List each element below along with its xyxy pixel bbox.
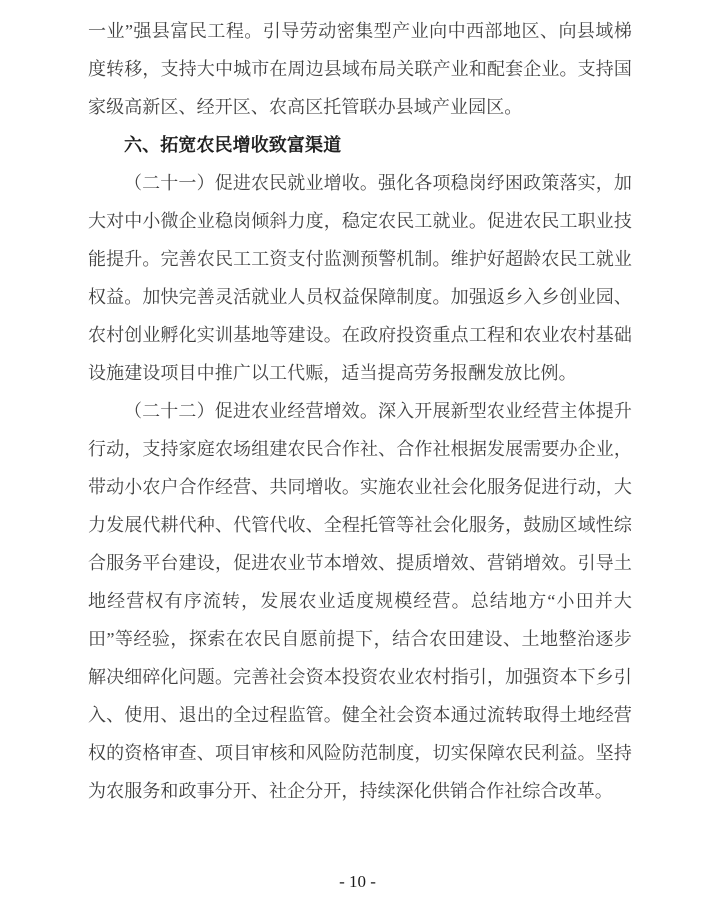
page-number: - 10 -: [339, 872, 376, 891]
paragraph-continuation: 一业”强县富民工程。引导劳动密集型产业向中西部地区、向县域梯度转移，支持大中城市在周边县域布局关联产业和配套企业。支持国家级高新区、经开区、农高区托管联办县域产业园区。: [88, 21, 632, 117]
paragraph-item-21: （二十一）促进农民就业增收。强化各项稳岗纾困政策落实，加大对中小微企业稳岗倾斜力度，稳定农民工就业。促进农民工职业技能提升。完善农民工工资支付监测预警机制。维护好超龄农民工就业权益。加快完善灵活就业人员权益保障制度。加强返乡入乡创业园、农村创业孵化实训基地等建设。在政府投资重点工程和农业农村基础设施建设项目中推广以工代赈，适当提高劳务报酬发放比例。: [88, 173, 632, 383]
document-content: [88, 12, 632, 810]
paragraph-item-22: （二十二）促进农业经营增效。深入开展新型农业经营主体提升行动，支持家庭农场组建农民合作社、合作社根据发展需要办企业，带动小农户合作经营、共同增收。实施农业社会化服务促进行动，大力发展代耕代种、代管代收、全程托管等社会化服务，鼓励区域性综合服务平台建设，促进农业节本增效、提质增效、营销增效。引导土地经营权有序流转，发展农业适度规模经营。总结地方“小田并大田”等经验，探索在农民自愿前提下，结合农田建设、土地整治逐步解决细碎化问题。完善社会资本投资农业农村指引，加强资本下乡引入、使用、退出的全过程监管。健全社会资本通过流转取得土地经营权的资格审查、项目审核和风险防范制度，切实保障农民利益。坚持为农服务和政事分开、社企分开，持续深化供销合作社综合改革。: [88, 401, 632, 801]
section-heading: 六、拓宽农民增收致富渠道: [124, 135, 342, 155]
